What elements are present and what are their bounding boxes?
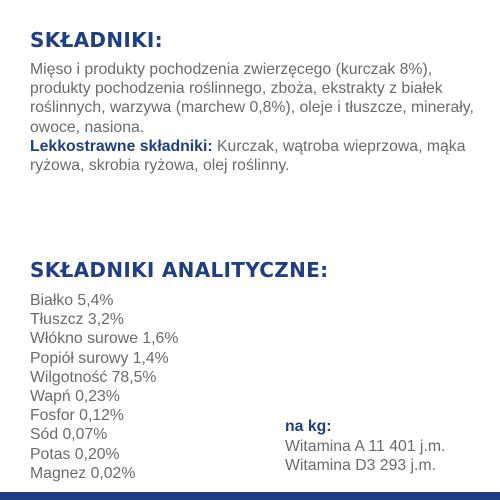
analytical-heading: SKŁADNIKI ANALITYCZNE: <box>30 258 329 282</box>
per-kg-label: na kg: <box>285 418 332 435</box>
analytical-item: Sód 0,07% <box>30 426 108 444</box>
vitamin-item: Witamina D3 293 j.m. <box>285 457 436 475</box>
ingredients-heading: SKŁADNIKI: <box>30 28 163 52</box>
analytical-item: Fosfor 0,12% <box>30 407 124 425</box>
analytical-item: Wilgotność 78,5% <box>30 368 157 386</box>
ingredients-paragraph <box>30 60 480 175</box>
analytical-item: Magnez 0,02% <box>30 464 136 482</box>
analytical-list <box>30 291 178 483</box>
analytical-item: Białko 5,4% <box>30 292 114 309</box>
analytical-item: Włókno surowe 1,6% <box>30 330 179 348</box>
vitamin-list <box>285 437 445 475</box>
analytical-item: Wapń 0,23% <box>30 388 120 406</box>
analytical-item: Tłuszcz 3,2% <box>30 311 124 329</box>
analytical-item: Potas 0,20% <box>30 445 120 463</box>
digestible-ingredients-label: Lekkostrawne składniki: <box>30 137 213 155</box>
digestible-ingredients-text: Kurczak, wątroba wieprzowa, mąka ryżowa, skrobia ryżowa, olej roślinny. <box>30 137 466 175</box>
vitamin-item: Witamina A 11 401 j.m. <box>285 438 446 455</box>
bottom-accent-bar <box>0 492 500 500</box>
ingredients-text: Mięso i produkty pochodzenia zwierzęcego (kurczak 8%), produkty pochodzenia roślinnego, zboża, ekstrakty z białek roślinnych, warzywa (marchew 0,8%), oleje i tłuszcze, minerały, owoce, nasiona. <box>30 61 474 136</box>
analytical-item: Popiół surowy 1,4% <box>30 349 169 367</box>
